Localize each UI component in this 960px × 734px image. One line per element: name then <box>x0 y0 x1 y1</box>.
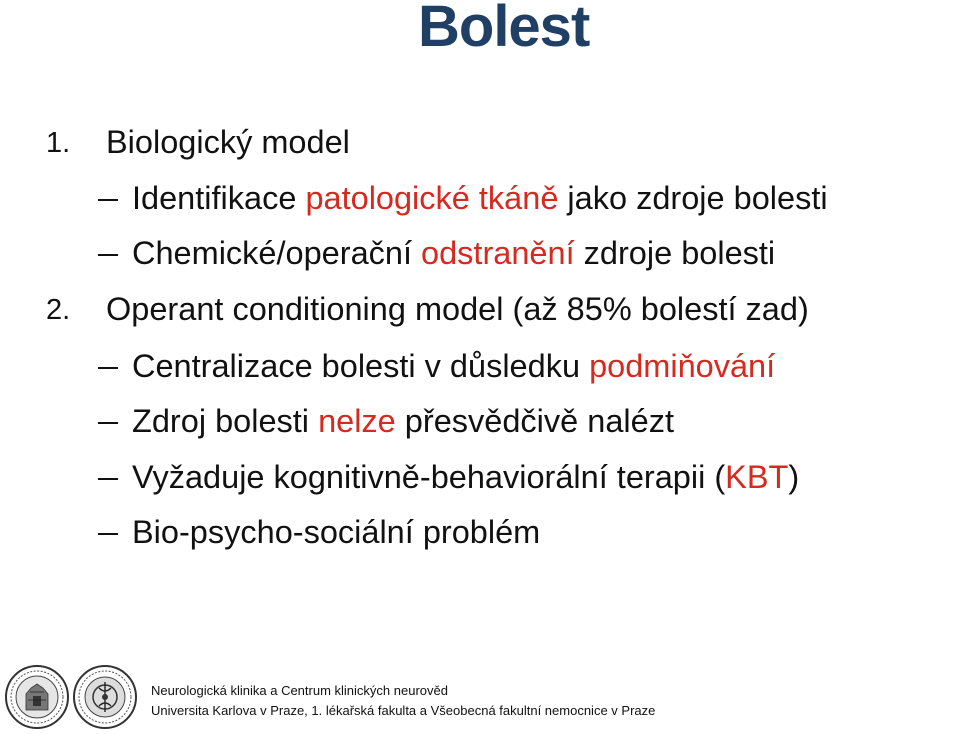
dash-bullet <box>98 254 118 256</box>
dash-bullet <box>98 533 118 535</box>
sub-item-centralization: Centralizace bolesti v důsledku podmiňování <box>132 348 776 384</box>
list-number-1: 1. <box>46 127 71 159</box>
dash-bullet <box>98 422 118 424</box>
sub-item-biopsychosocial: Bio-psycho-sociální problém <box>132 514 541 550</box>
list-item-operant-model: Operant conditioning model (až 85% bolestí zad) <box>106 291 809 327</box>
sub-item-removal: Chemické/operační odstranění zdroje bolesti <box>132 235 776 271</box>
dash-bullet <box>98 199 118 201</box>
sub-item-cbt: Vyžaduje kognitivně-behaviorální terapii (KBT) <box>132 459 800 495</box>
list-item-biological-model: Biologický model <box>106 124 350 160</box>
dash-bullet <box>98 478 118 480</box>
dash-bullet <box>98 367 118 369</box>
footer-institution-line-2: Universita Karlova v Praze, 1. lékařská fakulta a Všeobecná fakultní nemocnice v Praze <box>151 703 656 718</box>
sub-item-source: Zdroj bolesti nelze přesvědčivě nalézt <box>132 403 674 439</box>
footer-institution-line-1: Neurologická klinika a Centrum klinických neurověd <box>151 683 448 698</box>
list-number-2: 2. <box>46 294 71 326</box>
slide-title: Bolest <box>418 0 590 59</box>
university-seal-icon <box>4 664 70 730</box>
sub-item-identification: Identifikace patologické tkáně jako zdroje bolesti <box>132 180 828 216</box>
faculty-seal-icon <box>72 664 138 730</box>
